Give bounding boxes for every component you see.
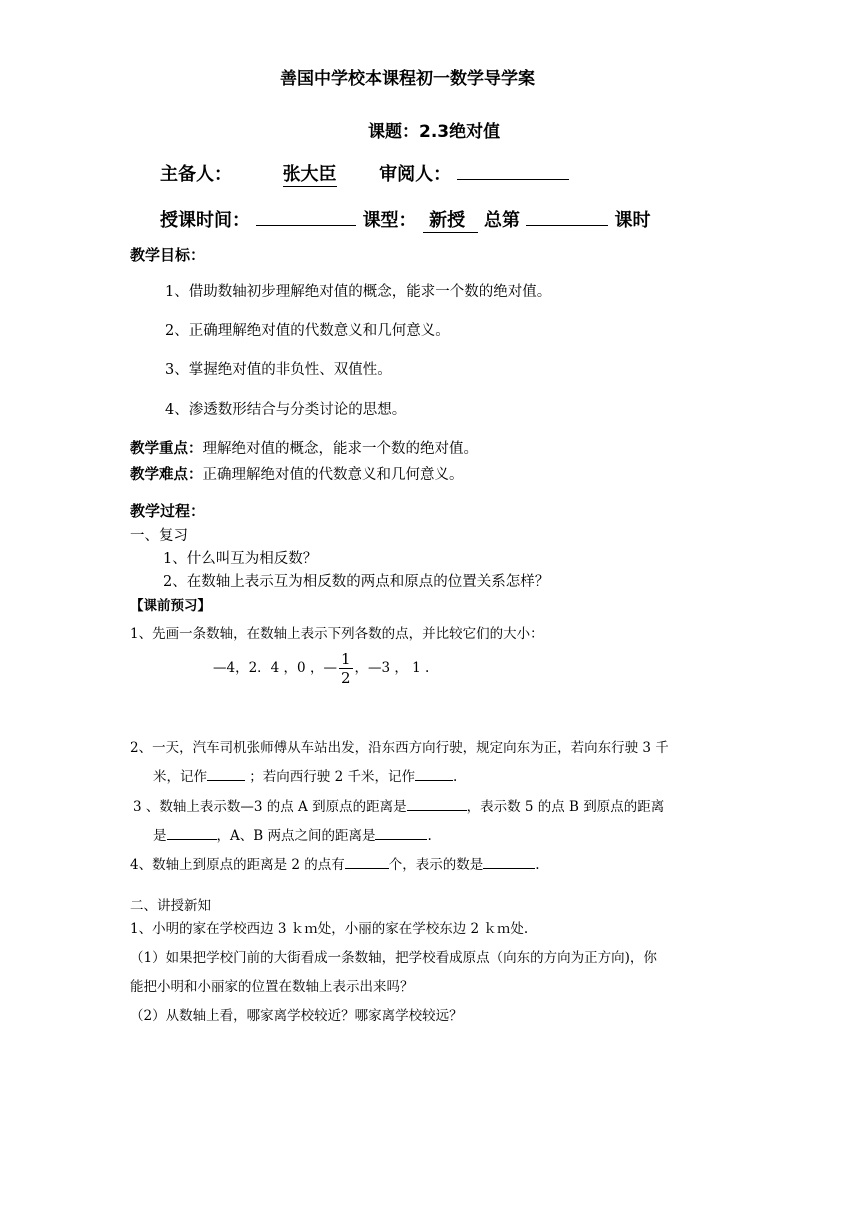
preview-p3-line2: 是 ，A、B 两点之间的距离是 .	[153, 824, 432, 844]
review-question: 1、什么叫互为相反数？	[163, 551, 318, 567]
review-question: 2、在数轴上表示互为相反数的两点和原点的位置关系怎样？	[163, 574, 550, 590]
goal-item: 2、正确理解绝对值的代数意义和几何意义。	[165, 323, 450, 339]
preview-p1: 1、先画一条数轴，在数轴上表示下列各数的点，并比较它们的大小：	[130, 626, 544, 642]
preview-p2-line2: 米，记作 ；若向西行驶 2 千米，记作 .	[153, 765, 457, 785]
answer-blank[interactable]	[407, 796, 467, 811]
reviewer-label: 审阅人：	[379, 164, 452, 185]
preparer-name: 张大臣	[283, 160, 337, 187]
type-value: 新授	[423, 206, 478, 233]
goal-item: 4、渗透数形结合与分类讨论的思想。	[165, 402, 407, 418]
fraction-half: $\frac{1}{2}$	[340, 650, 351, 687]
time-label: 授课时间：	[160, 210, 250, 231]
answer-blank[interactable]	[345, 854, 389, 869]
key-point-label: 教学重点：	[130, 441, 203, 457]
time-blank	[256, 207, 356, 226]
key-point	[130, 437, 478, 458]
key-point-text: 理解绝对值的概念，能求一个数的绝对值。	[202, 441, 478, 457]
goals-heading: 教学目标：	[130, 246, 206, 264]
preview-numbers: —4，2．4 ，0 ，— $\frac{1}{2}$ ，—3 ， 1 .	[213, 650, 430, 687]
teach-heading: 二、讲授新知	[130, 898, 211, 914]
difficulty-label: 教学难点：	[130, 467, 203, 483]
answer-blank[interactable]	[483, 854, 535, 869]
answer-blank[interactable]	[375, 825, 427, 840]
preparer-label: 主备人：	[160, 164, 232, 185]
teach-p1: 1、小明的家在学校西边 3 ｋｍ处，小丽的家在学校东边 2 ｋｍ处.	[130, 921, 529, 937]
preview-p2-line1: 2、一天，汽车司机张师傅从车站出发，沿东西方向行驶，规定向东为正，若向东行驶 3 千	[130, 740, 669, 756]
teach-q2: （2）从数轴上看，哪家离学校较近？哪家离学校较远？	[130, 1008, 463, 1024]
type-label: 课型：	[362, 210, 417, 231]
goal-item: 1、借助数轴初步理解绝对值的概念，能求一个数的绝对值。	[165, 284, 552, 300]
answer-blank[interactable]	[167, 825, 217, 840]
difficulty-text: 正确理解绝对值的代数意义和几何意义。	[202, 467, 464, 483]
answer-blank[interactable]	[207, 766, 245, 781]
preview-p4: 4、数轴上到原点的距离是 2 的点有 个，表示的数是 .	[130, 853, 540, 873]
answer-blank[interactable]	[415, 766, 453, 781]
preview-heading: 【课前预习】	[130, 598, 211, 614]
goal-item: 3、掌握绝对值的非负性、双值性。	[165, 362, 392, 378]
period-label: 课时	[614, 210, 651, 231]
preview-p3-line1: 3 、数轴上表示数—3 的点 A 到原点的距离是 ，表示数 5 的点 B 到原点的距离	[133, 795, 664, 815]
doc-title: 善国中学校本课程初一数学导学案	[280, 69, 535, 89]
teach-q1-line1: （1）如果把学校门前的大街看成一条数轴，把学校看成原点（向东的方向为正方向)，你	[130, 950, 657, 966]
difficulty	[130, 463, 464, 484]
schedule-row	[160, 206, 651, 233]
total-label: 总第	[483, 210, 520, 231]
review-heading: 一、复习	[130, 528, 188, 544]
lesson-title: 课题：2.3绝对值	[368, 122, 501, 142]
total-blank	[526, 207, 608, 226]
teach-q1-line2: 能把小明和小丽家的位置在数轴上表示出来吗？	[130, 979, 414, 995]
reviewer-blank	[457, 161, 569, 180]
preparer-row	[160, 160, 569, 187]
process-heading: 教学过程：	[130, 502, 206, 520]
